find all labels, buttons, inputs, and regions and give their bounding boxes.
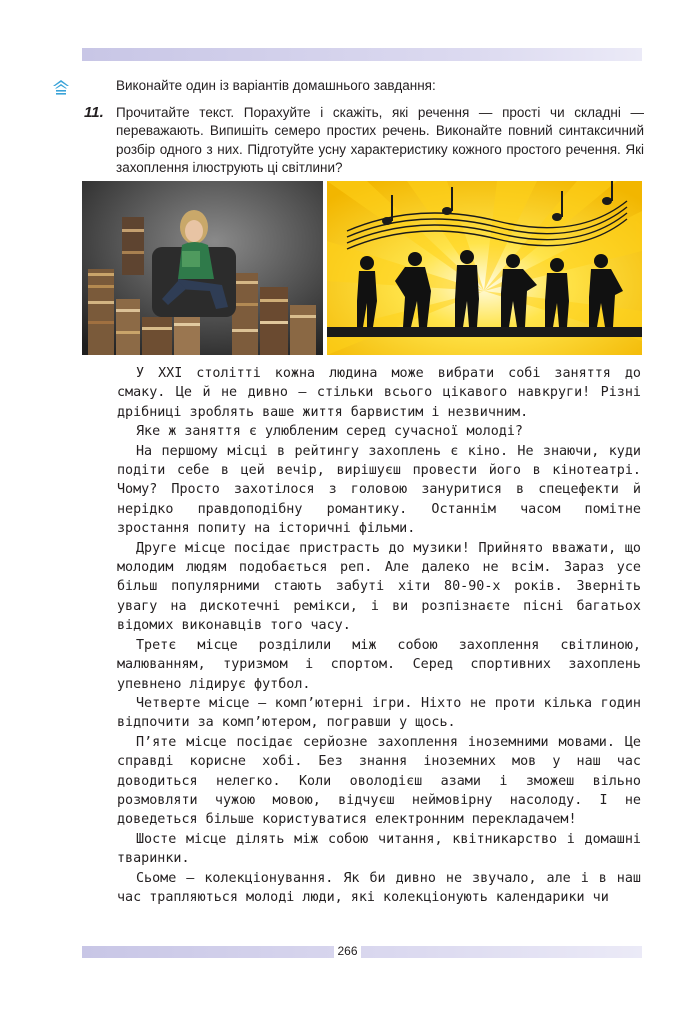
paragraph: У XXI столітті кожна людина може вибрати собі заняття до смаку. Це й не дивно — стільки всього цікавого навкруги! Різні дрібниці зроблять ваше життя барвистим і незвичним. (117, 366, 641, 420)
reading-text (117, 364, 641, 907)
paragraph: Друге місце посідає пристрасть до музики! Прийнято вважати, що молодим людям подобається реп. Але далеко не всім. Зараз усе більш популярними стають забуті хіти 80-90-х років. Зверніть увагу на дискотечні ремікси, і ви розпізнаєте пісні багатьох відомих виконавців того часу. (117, 540, 641, 634)
header-decor-bar (82, 48, 642, 61)
paragraph: Шосте місце ділять між собою читання, квітникарство і домашні тваринки. (117, 831, 641, 867)
paragraph: Третє місце розділили між собою захоплення світлиною, малюванням, туризмом і спортом. Серед спортивних захоплень упевнено лідирує футбол. (117, 637, 641, 692)
page-number (0, 944, 695, 958)
paragraph: Сьоме — колекціонування. Як би дивно не звучало, але і в наш час трапляються молоді люди, які колекціонують календарики чи (117, 870, 641, 905)
photo-reading (82, 181, 323, 355)
page-number-label: 266 (334, 944, 360, 958)
paragraph: Четверте місце — комп’ютерні ігри. Ніхто не проти кілька годин відпочити за комп’ютером, погравши у щось. (117, 695, 641, 731)
task-text: Прочитайте текст. Порахуйте і скажіть, які речення — прості чи складні — переважають. Випишіть семеро простих речень. Виконайте повний синтаксичний розбір одного з них. Підготуйте усну характеристику кожного простого речення. Які захоплення ілюструють ці світлини? (116, 105, 644, 176)
home-icon (52, 79, 70, 97)
paragraph: П’яте місце посідає серйозне захоплення іноземними мовами. Це справді корисне хобі. Без знання іноземних мов у наш час доводиться нелегко. Коли оволодієш азами і зможеш вільно розмовляти чужою мовою, відчуєш неймовірну насолоду. І не доведеться більше користуватися електронним перекладачем! (117, 734, 641, 828)
task-number: 11. (84, 104, 104, 121)
paragraph: На першому місці в рейтингу захоплень є кіно. Не знаючи, куди подіти себе в цей вечір, вирішуєш провести його в кінотеатрі. Чому? Просто захотілося з головою зануритися в спецефекти й нерідко правдоподібну романтику. Останнім часом помітне зростання попиту на історичні фільми. (117, 443, 641, 537)
homework-intro: Виконайте один із варіантів домашнього завдання: (116, 78, 436, 93)
photo-music (327, 181, 642, 355)
paragraph: Яке ж заняття є улюбленим серед сучасної молоді? (136, 424, 523, 440)
